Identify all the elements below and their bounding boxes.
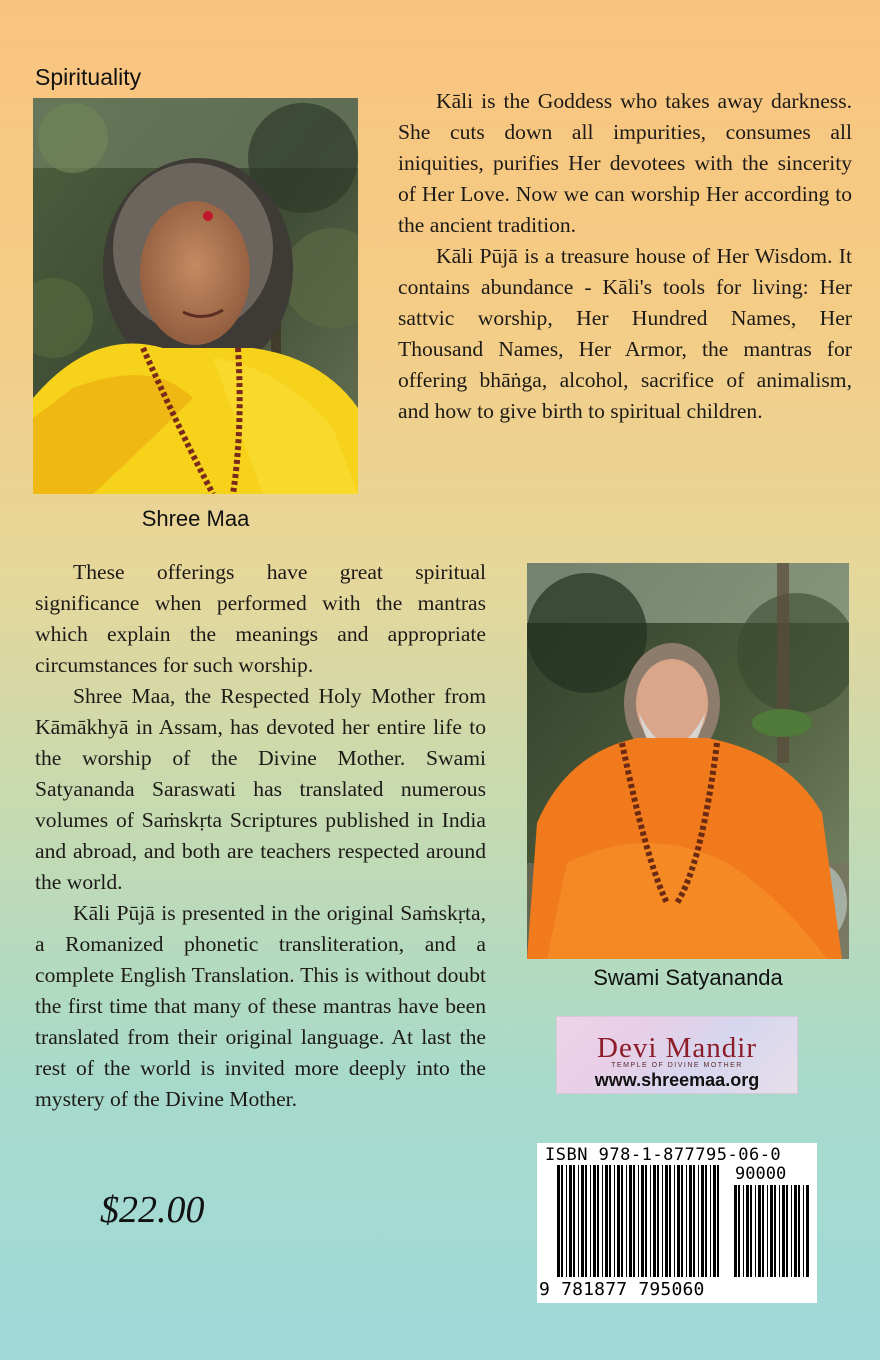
barcode-bar xyxy=(609,1165,611,1277)
category-label: Spirituality xyxy=(35,64,142,90)
barcode-bar xyxy=(762,1185,764,1277)
paragraph: Kāli is the Goddess who takes away darkness. She cuts down all impurities, consumes all iniquities, purifies Her devotees with the sincerity of Her Love. Now we can worship Her according to the ancient tradition. xyxy=(398,89,852,237)
barcode-bar xyxy=(677,1165,680,1277)
barcode-bar xyxy=(638,1165,639,1277)
barcode-bar xyxy=(798,1185,800,1277)
barcode-bar xyxy=(569,1165,572,1277)
logo-url: www.shreemaa.org xyxy=(594,1070,760,1090)
description-bottom xyxy=(35,557,486,1115)
paragraph: Kāli Pūjā is a treasure house of Her Wisdom. It contains abundance - Kāli's tools for living: Her sattvic worship, Her Hundred Names, Her Thousand Names, Her Armor, the mantras for offering bhāṅga, alcohol, sacrifice of animalism, and how to give birth to spiritual children. xyxy=(398,244,852,423)
barcode-bar xyxy=(686,1165,687,1277)
barcode-bar xyxy=(665,1165,668,1277)
barcode-bar xyxy=(779,1185,780,1277)
barcode-bar xyxy=(794,1185,797,1277)
barcode-bar xyxy=(557,1165,560,1277)
barcode-bar xyxy=(743,1185,744,1277)
barcode-bar xyxy=(593,1165,596,1277)
isbn-barcode xyxy=(537,1143,817,1303)
barcode-bar xyxy=(645,1165,647,1277)
barcode-bar xyxy=(602,1165,603,1277)
barcode-bar xyxy=(662,1165,663,1277)
barcode-bar xyxy=(755,1185,756,1277)
barcode-bar xyxy=(605,1165,608,1277)
barcode-bar xyxy=(710,1165,711,1277)
barcode-bar xyxy=(713,1165,716,1277)
paragraph: Kāli Pūjā is presented in the original Saṁskṛta, a Romanized phonetic transliteration, and a complete English Translation. This is without doubt the first time that many of these mantras have been translated from their original language. At last the rest of the world is invited more deeply into the mystery of the Divine Mother. xyxy=(35,901,486,1111)
logo-tagline: TEMPLE OF DIVINE MOTHER xyxy=(611,1062,743,1069)
barcode-bar xyxy=(806,1185,809,1277)
barcode-bar xyxy=(590,1165,591,1277)
logo-title: Devi Mandir xyxy=(597,1032,757,1064)
barcode-bar xyxy=(566,1165,567,1277)
barcode-bar xyxy=(770,1185,773,1277)
barcode-bar xyxy=(561,1165,563,1277)
barcode-bar xyxy=(693,1165,695,1277)
barcode-bar xyxy=(750,1185,752,1277)
shree-maa-photo xyxy=(33,98,358,494)
isbn-number: ISBN 978-1-877795-06-0 xyxy=(545,1145,782,1165)
barcode-bar xyxy=(578,1165,579,1277)
barcode-bar xyxy=(641,1165,644,1277)
barcode-bar xyxy=(758,1185,761,1277)
barcode-bar xyxy=(767,1185,768,1277)
devi-mandir-logo xyxy=(557,1017,797,1093)
barcode-bar xyxy=(717,1165,719,1277)
barcode-bar xyxy=(669,1165,671,1277)
addon-number: 90000 xyxy=(735,1164,787,1184)
shree-maa-caption: Shree Maa xyxy=(141,506,250,531)
barcode-bar xyxy=(681,1165,683,1277)
barcode-bar xyxy=(674,1165,675,1277)
barcode-bar xyxy=(705,1165,707,1277)
barcode-bar xyxy=(629,1165,632,1277)
barcode-bar xyxy=(626,1165,627,1277)
barcode-bar xyxy=(657,1165,659,1277)
barcode-bar xyxy=(786,1185,788,1277)
barcode-bar xyxy=(597,1165,599,1277)
swami-satyananda-photo xyxy=(527,563,849,959)
barcode-bar xyxy=(746,1185,749,1277)
barcode-bar xyxy=(573,1165,575,1277)
price: $22.00 xyxy=(100,1189,205,1231)
barcode-bar xyxy=(650,1165,651,1277)
paragraph: These offerings have great spiritual significance when performed with the mantras which explain the meanings and appropriate circumstances for such worship. xyxy=(35,560,486,677)
barcode-bar xyxy=(585,1165,587,1277)
barcode-bar xyxy=(734,1185,737,1277)
barcode-bar xyxy=(614,1165,615,1277)
description-top xyxy=(398,86,852,427)
barcode-bar xyxy=(698,1165,699,1277)
barcode-bar xyxy=(689,1165,692,1277)
barcode-bar xyxy=(633,1165,635,1277)
barcode-bar xyxy=(581,1165,584,1277)
paragraph: Shree Maa, the Respected Holy Mother from Kāmākhyā in Assam, has devoted her entire life to the worship of the Divine Mother. Swami Satyananda Saraswati has translated numerous volumes of Saṁskṛta Scriptures published in India and abroad, and both are teachers respected around the world. xyxy=(35,684,486,894)
barcode-bar xyxy=(653,1165,656,1277)
barcode-bar xyxy=(782,1185,785,1277)
barcode-bar xyxy=(701,1165,704,1277)
ean-number: 9 781877 795060 xyxy=(539,1279,705,1300)
barcode-bar xyxy=(621,1165,623,1277)
barcode-bar xyxy=(791,1185,792,1277)
barcode-bar xyxy=(803,1185,804,1277)
barcode-bar xyxy=(738,1185,740,1277)
barcode-bar xyxy=(617,1165,620,1277)
barcode-bar xyxy=(774,1185,776,1277)
swami-caption: Swami Satyananda xyxy=(593,965,783,990)
